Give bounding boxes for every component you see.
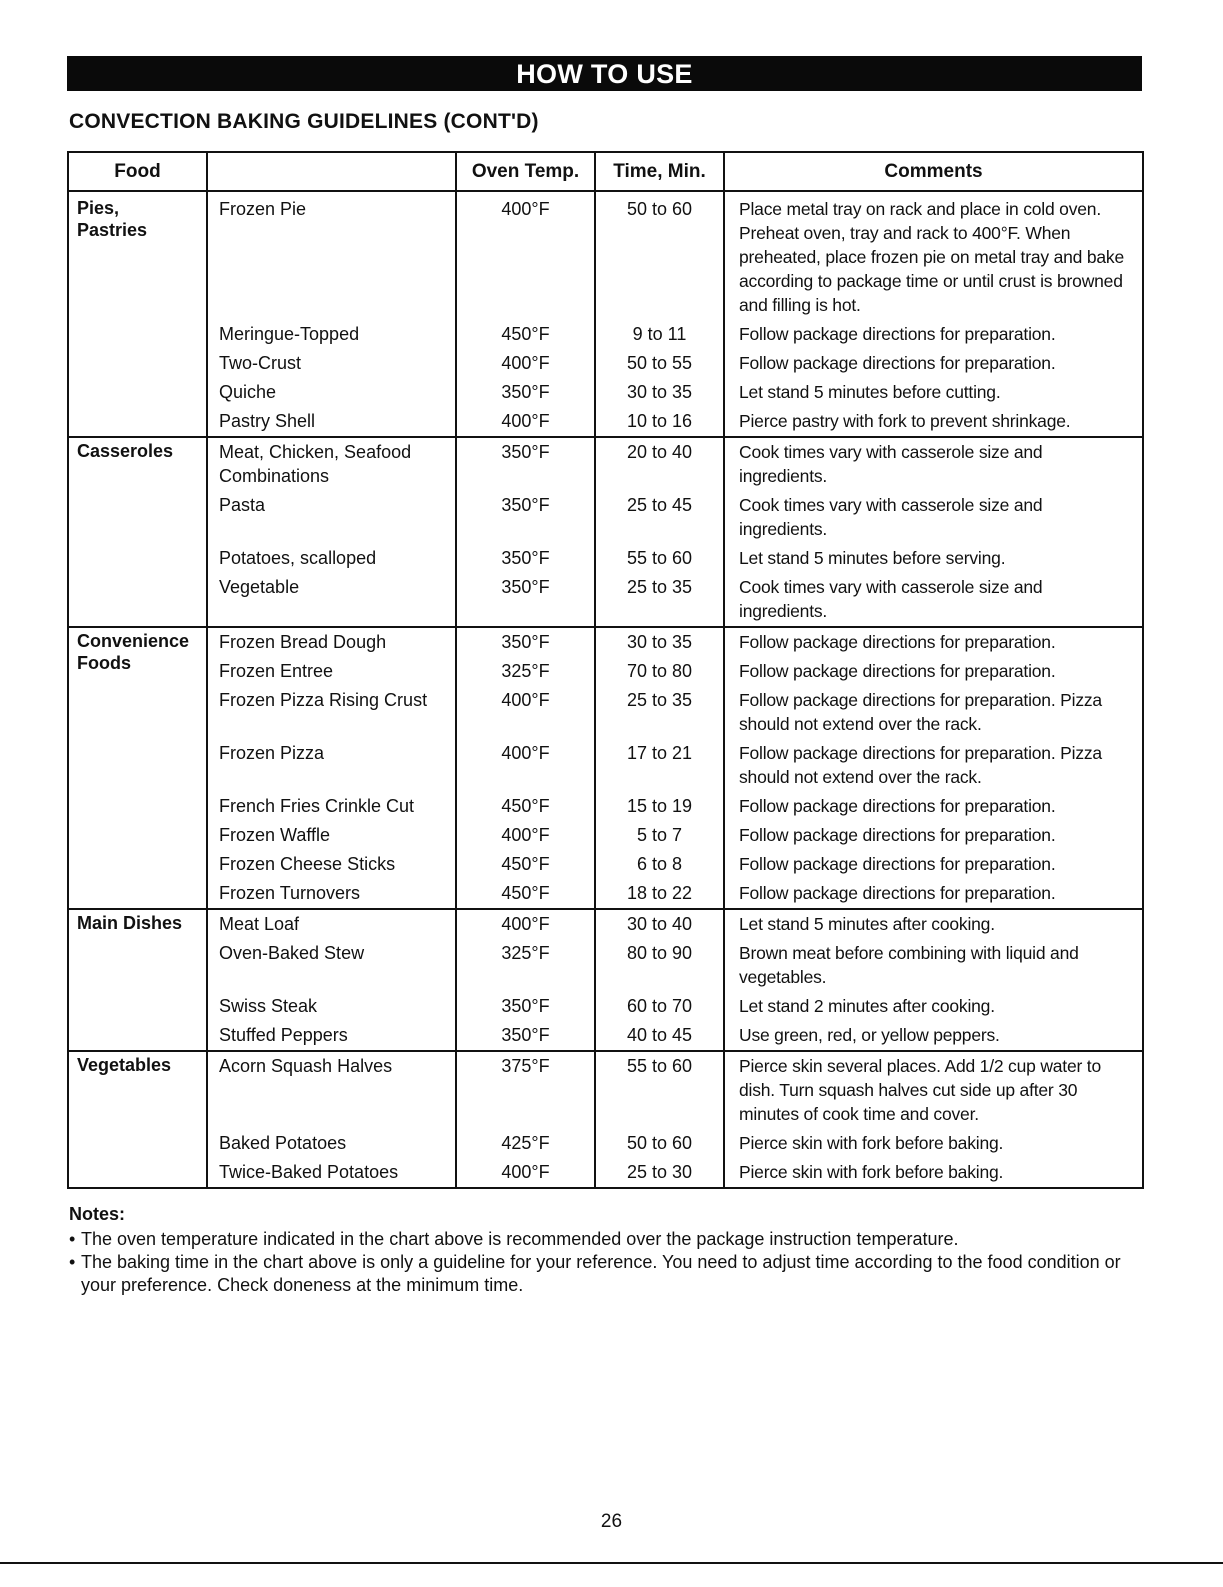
comment-cell [724, 657, 1143, 686]
comment-text: Follow package directions for preparation. Pizza should not extend over the rack. [739, 690, 1102, 734]
food-cell [207, 407, 456, 437]
comment-text: Follow package directions for preparation. [739, 324, 1056, 344]
oven-temp-value: 375°F [501, 1056, 550, 1076]
food-cell [207, 792, 456, 821]
time-value: 30 to 40 [626, 914, 693, 934]
table-row [68, 491, 1143, 544]
table-row [68, 1021, 1143, 1051]
comment-cell [724, 191, 1143, 320]
comment-cell [724, 437, 1143, 491]
table-row [68, 407, 1143, 437]
section-banner: HOW TO USE [67, 56, 1142, 91]
notes-list [69, 1228, 1159, 1297]
food-label: Pastry Shell [219, 411, 316, 431]
food-label: Vegetable [219, 577, 300, 597]
note-text: The oven temperature indicated in the chart above is recommended over the package instruction temperature. [81, 1229, 959, 1249]
table-row [68, 739, 1143, 792]
category-label: Main Dishes [77, 913, 183, 933]
oven-temp-value: 400°F [501, 353, 550, 373]
food-cell [207, 544, 456, 573]
table-row [68, 320, 1143, 349]
time-value: 15 to 19 [626, 796, 693, 816]
time-value: 25 to 35 [626, 690, 693, 710]
oven-temp-value: 350°F [501, 996, 550, 1016]
table-row [68, 627, 1143, 657]
food-cell [207, 1158, 456, 1188]
oven-temp-cell [456, 909, 595, 939]
oven-temp-cell [456, 378, 595, 407]
time-value: 50 to 55 [626, 353, 693, 373]
column-header-oven-temp: Oven Temp. [456, 152, 595, 191]
food-label: Oven-Baked Stew [219, 943, 365, 963]
oven-temp-value: 450°F [501, 796, 550, 816]
category-label: Convenience Foods [77, 631, 190, 673]
oven-temp-value: 400°F [501, 1162, 550, 1182]
food-label: Frozen Entree [219, 661, 334, 681]
oven-temp-cell [456, 850, 595, 879]
food-cell [207, 1021, 456, 1051]
oven-temp-value: 350°F [501, 382, 550, 402]
food-label: Frozen Cheese Sticks [219, 854, 396, 874]
time-cell [595, 657, 724, 686]
food-cell [207, 739, 456, 792]
table-row [68, 544, 1143, 573]
oven-temp-cell [456, 992, 595, 1021]
food-cell [207, 349, 456, 378]
food-label: Two-Crust [219, 353, 302, 373]
food-cell [207, 909, 456, 939]
table-row [68, 939, 1143, 992]
column-header-time: Time, Min. [595, 152, 724, 191]
time-cell [595, 939, 724, 992]
time-cell [595, 191, 724, 320]
time-value: 6 to 8 [636, 854, 683, 874]
comment-cell [724, 544, 1143, 573]
oven-temp-value: 350°F [501, 577, 550, 597]
comment-text: Cook times vary with casserole size and ingredients. [739, 577, 1043, 621]
time-value: 80 to 90 [626, 943, 693, 963]
category-cell [68, 437, 207, 627]
food-label: Frozen Pie [219, 199, 307, 219]
table-row [68, 1051, 1143, 1129]
time-value: 40 to 45 [626, 1025, 693, 1045]
food-cell [207, 821, 456, 850]
comment-text: Pierce skin with fork before baking. [739, 1162, 1004, 1182]
oven-temp-cell [456, 1021, 595, 1051]
column-header-food: Food [68, 152, 207, 191]
food-label: Frozen Waffle [219, 825, 331, 845]
comment-text: Cook times vary with casserole size and ingredients. [739, 442, 1043, 486]
comment-cell [724, 879, 1143, 909]
comment-text: Follow package directions for preparation. [739, 854, 1056, 874]
oven-temp-cell [456, 627, 595, 657]
time-cell [595, 909, 724, 939]
time-cell [595, 627, 724, 657]
bullet-icon: • [69, 1229, 76, 1249]
food-cell [207, 939, 456, 992]
food-cell [207, 191, 456, 320]
time-value: 9 to 11 [632, 324, 687, 344]
time-cell [595, 1158, 724, 1188]
comment-text: Pierce skin with fork before baking. [739, 1133, 1004, 1153]
column-header-item [207, 152, 456, 191]
time-cell [595, 686, 724, 739]
food-label: French Fries Crinkle Cut [219, 796, 415, 816]
oven-temp-value: 450°F [501, 854, 550, 874]
category-label: Casseroles [77, 441, 174, 461]
time-value: 10 to 16 [626, 411, 693, 431]
notes-title: Notes: [69, 1204, 126, 1224]
time-cell [595, 491, 724, 544]
comment-text: Let stand 2 minutes after cooking. [739, 996, 995, 1016]
comment-text: Follow package directions for preparation. [739, 661, 1056, 681]
time-cell [595, 850, 724, 879]
table-row [68, 850, 1143, 879]
time-cell [595, 544, 724, 573]
oven-temp-cell [456, 491, 595, 544]
oven-temp-value: 350°F [501, 442, 550, 462]
category-label: Vegetables [77, 1055, 172, 1075]
food-cell [207, 573, 456, 627]
oven-temp-cell [456, 437, 595, 491]
comment-text: Follow package directions for preparation. [739, 353, 1056, 373]
food-cell [207, 850, 456, 879]
oven-temp-value: 400°F [501, 411, 550, 431]
food-label: Frozen Pizza Rising Crust [219, 690, 428, 710]
comment-cell [724, 686, 1143, 739]
oven-temp-cell [456, 544, 595, 573]
time-value: 30 to 35 [626, 632, 693, 652]
oven-temp-cell [456, 573, 595, 627]
food-label: Frozen Pizza [219, 743, 325, 763]
oven-temp-value: 400°F [501, 825, 550, 845]
time-value: 25 to 30 [626, 1162, 693, 1182]
category-cell [68, 909, 207, 1051]
time-cell [595, 1051, 724, 1129]
comment-cell [724, 491, 1143, 544]
oven-temp-value: 400°F [501, 743, 550, 763]
table-row [68, 909, 1143, 939]
food-label: Meringue-Topped [219, 324, 360, 344]
time-cell [595, 792, 724, 821]
table-row [68, 1158, 1143, 1188]
page-title: CONVECTION BAKING GUIDELINES (CONT'D) [69, 110, 539, 133]
comment-text: Let stand 5 minutes before cutting. [739, 382, 1001, 402]
time-cell [595, 320, 724, 349]
page-number: 26 [600, 1511, 623, 1532]
comment-cell [724, 407, 1143, 437]
food-cell [207, 657, 456, 686]
time-cell [595, 378, 724, 407]
baking-guidelines-table [67, 151, 1144, 1189]
table-row [68, 573, 1143, 627]
oven-temp-cell [456, 739, 595, 792]
comment-text: Let stand 5 minutes before serving. [739, 548, 1006, 568]
food-cell [207, 879, 456, 909]
table-row [68, 191, 1143, 320]
comment-cell [724, 739, 1143, 792]
food-label: Meat, Chicken, Seafood Combinations [219, 442, 412, 486]
food-cell [207, 686, 456, 739]
oven-temp-value: 400°F [501, 914, 550, 934]
time-cell [595, 879, 724, 909]
table-row [68, 821, 1143, 850]
time-cell [595, 992, 724, 1021]
table-row [68, 792, 1143, 821]
time-cell [595, 821, 724, 850]
food-cell [207, 992, 456, 1021]
comment-cell [724, 850, 1143, 879]
oven-temp-value: 350°F [501, 495, 550, 515]
time-value: 20 to 40 [626, 442, 693, 462]
oven-temp-value: 350°F [501, 548, 550, 568]
food-label: Acorn Squash Halves [219, 1056, 393, 1076]
comment-cell [724, 939, 1143, 992]
oven-temp-cell [456, 349, 595, 378]
column-header-comments: Comments [724, 152, 1143, 191]
food-cell [207, 627, 456, 657]
oven-temp-cell [456, 407, 595, 437]
comment-text: Pierce pastry with fork to prevent shrinkage. [739, 411, 1071, 431]
time-cell [595, 573, 724, 627]
comment-cell [724, 909, 1143, 939]
time-value: 70 to 80 [626, 661, 693, 681]
food-cell [207, 491, 456, 544]
food-cell [207, 1129, 456, 1158]
oven-temp-value: 425°F [501, 1133, 550, 1153]
time-cell [595, 437, 724, 491]
oven-temp-cell [456, 879, 595, 909]
time-value: 60 to 70 [626, 996, 693, 1016]
food-label: Baked Potatoes [219, 1133, 347, 1153]
table-row [68, 378, 1143, 407]
table-row [68, 1129, 1143, 1158]
oven-temp-cell [456, 939, 595, 992]
comment-text: Brown meat before combining with liquid and vegetables. [739, 943, 1079, 987]
bottom-rule [0, 1562, 1223, 1564]
category-cell [68, 1051, 207, 1188]
category-cell [68, 191, 207, 437]
table-row [68, 437, 1143, 491]
comment-cell [724, 792, 1143, 821]
time-value: 5 to 7 [636, 825, 683, 845]
food-label: Frozen Bread Dough [219, 632, 387, 652]
food-cell [207, 378, 456, 407]
time-cell [595, 349, 724, 378]
comment-text: Follow package directions for preparation. [739, 796, 1056, 816]
comment-cell [724, 1129, 1143, 1158]
comment-text: Follow package directions for preparation. [739, 825, 1056, 845]
oven-temp-cell [456, 686, 595, 739]
table-row [68, 657, 1143, 686]
oven-temp-value: 450°F [501, 324, 550, 344]
table-header-row [68, 152, 1143, 191]
time-value: 17 to 21 [626, 743, 693, 763]
oven-temp-value: 450°F [501, 883, 550, 903]
time-value: 25 to 45 [626, 495, 693, 515]
note-text: The baking time in the chart above is only a guideline for your reference. You need to adjust time according to the food condition or your preference. Check doneness at the minimum time. [81, 1252, 1121, 1295]
oven-temp-value: 325°F [501, 661, 550, 681]
comment-cell [724, 573, 1143, 627]
table-row [68, 879, 1143, 909]
food-label: Quiche [219, 382, 277, 402]
time-value: 55 to 60 [626, 548, 693, 568]
oven-temp-cell [456, 821, 595, 850]
food-label: Meat Loaf [219, 914, 300, 934]
category-label: Pies, Pastries [77, 198, 148, 240]
oven-temp-cell [456, 657, 595, 686]
time-value: 50 to 60 [626, 1133, 693, 1153]
comment-cell [724, 320, 1143, 349]
oven-temp-cell [456, 792, 595, 821]
food-label: Swiss Steak [219, 996, 318, 1016]
comment-text: Follow package directions for preparation. [739, 883, 1056, 903]
comment-cell [724, 349, 1143, 378]
table-row [68, 349, 1143, 378]
food-cell [207, 320, 456, 349]
comment-text: Cook times vary with casserole size and ingredients. [739, 495, 1043, 539]
food-label: Stuffed Peppers [219, 1025, 348, 1045]
oven-temp-cell [456, 320, 595, 349]
oven-temp-cell [456, 191, 595, 320]
comment-cell [724, 1158, 1143, 1188]
comment-text: Follow package directions for preparation. [739, 632, 1056, 652]
time-value: 25 to 35 [626, 577, 693, 597]
bullet-icon: • [69, 1252, 76, 1272]
comment-text: Follow package directions for preparation. Pizza should not extend over the rack. [739, 743, 1102, 787]
oven-temp-value: 350°F [501, 1025, 550, 1045]
comment-cell [724, 1021, 1143, 1051]
comment-text: Use green, red, or yellow peppers. [739, 1025, 1000, 1045]
oven-temp-value: 350°F [501, 632, 550, 652]
time-value: 18 to 22 [626, 883, 693, 903]
time-cell [595, 407, 724, 437]
note-item [69, 1251, 1159, 1297]
food-label: Pasta [219, 495, 266, 515]
comment-cell [724, 378, 1143, 407]
category-cell [68, 627, 207, 909]
food-label: Potatoes, scalloped [219, 548, 377, 568]
oven-temp-value: 400°F [501, 199, 550, 219]
time-cell [595, 1021, 724, 1051]
food-label: Frozen Turnovers [219, 883, 361, 903]
comment-text: Let stand 5 minutes after cooking. [739, 914, 995, 934]
table-row [68, 992, 1143, 1021]
comment-cell [724, 992, 1143, 1021]
oven-temp-value: 400°F [501, 690, 550, 710]
comment-text: Pierce skin several places. Add 1/2 cup water to dish. Turn squash halves cut side up after 30 minutes of cook time and cover. [739, 1056, 1101, 1124]
food-cell [207, 437, 456, 491]
time-value: 50 to 60 [626, 199, 693, 219]
comment-text: Place metal tray on rack and place in cold oven. Preheat oven, tray and rack to 400°F. When preheated, place frozen pie on metal tray and bake according to package time or until crust is browned and filling is hot. [739, 199, 1124, 315]
comment-cell [724, 1051, 1143, 1129]
food-cell [207, 1051, 456, 1129]
comment-cell [724, 821, 1143, 850]
oven-temp-cell [456, 1051, 595, 1129]
food-label: Twice-Baked Potatoes [219, 1162, 399, 1182]
time-cell [595, 739, 724, 792]
time-value: 30 to 35 [626, 382, 693, 402]
table-row [68, 686, 1143, 739]
note-item [69, 1228, 1159, 1251]
oven-temp-cell [456, 1129, 595, 1158]
oven-temp-cell [456, 1158, 595, 1188]
time-cell [595, 1129, 724, 1158]
oven-temp-value: 325°F [501, 943, 550, 963]
comment-cell [724, 627, 1143, 657]
table-body [68, 191, 1143, 1188]
time-value: 55 to 60 [626, 1056, 693, 1076]
